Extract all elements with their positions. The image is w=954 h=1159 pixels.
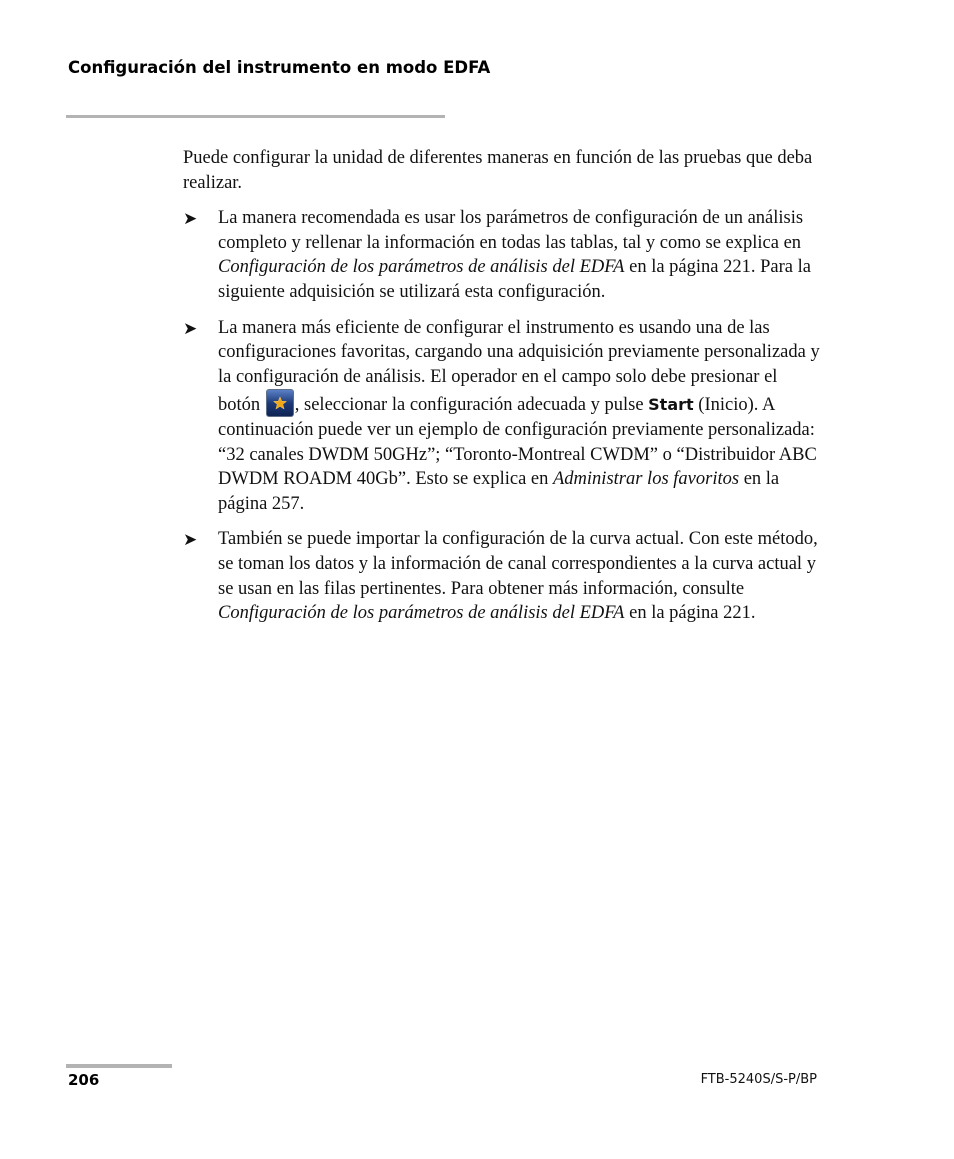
bullet-arrow-icon: ➤ — [183, 530, 198, 551]
product-code: FTB-5240S/S-P/BP — [700, 1072, 817, 1087]
bullet-text: , seleccionar la configuración adecuada y pulse — [294, 395, 649, 416]
bullet-item-recommended — [183, 206, 823, 304]
bullet-text: La manera más eficiente de configurar el instrumento es usando una de las configuraciones favoritas, cargando una adquisición previamente personalizada y la configuración de análisis. El operador en el campo solo debe presionar el botón — [218, 317, 820, 416]
cross-reference: Administrar los favoritos — [553, 469, 740, 490]
bullet-text: (Inicio). A continuación puede ver un ejemplo de configuración previamente personalizada: “32 canales DWDM 50GHz”; “Toronto-Montreal CWDM” o “Distribuidor ABC DWDM ROADM 40Gb”. Esto se explica en — [218, 395, 817, 490]
intro-paragraph: Puede configurar la unidad de diferentes maneras en función de las pruebas que deba realizar. — [183, 148, 813, 193]
header-divider — [66, 115, 445, 118]
bullet-text: en la página 221. — [624, 603, 756, 624]
bullet-text: en la página 221. Para la siguiente adquisición se utilizará esta configuración. — [218, 257, 811, 302]
bullet-text: en la página 257. — [218, 469, 780, 514]
bullet-item-favorites — [183, 316, 823, 517]
page-number: 206 — [68, 1071, 100, 1089]
bullet-text: También se puede importar la configuración de la curva actual. Con este método, se toman los datos y la información de canal correspondientes a la curva actual y se usan en las filas pertinentes. Para obtener más información, consulte — [218, 529, 818, 599]
cross-reference: Configuración de los parámetros de análisis del EDFA — [218, 257, 625, 278]
bullet-arrow-icon: ➤ — [183, 318, 198, 339]
bullet-arrow-icon: ➤ — [183, 209, 198, 230]
bullet-text: La manera recomendada es usar los parámetros de configuración de un análisis completo y rellenar la información en todas las tablas, tal y como se explica en — [218, 208, 804, 253]
start-label: Start — [648, 395, 694, 415]
favorites-star-icon — [266, 389, 294, 417]
page-header-title: Configuración del instrumento en modo EDFA — [68, 58, 491, 77]
bullet-item-import — [183, 527, 823, 625]
cross-reference: Configuración de los parámetros de análisis del EDFA — [218, 603, 625, 624]
footer-divider — [66, 1064, 172, 1068]
main-content — [183, 146, 823, 637]
